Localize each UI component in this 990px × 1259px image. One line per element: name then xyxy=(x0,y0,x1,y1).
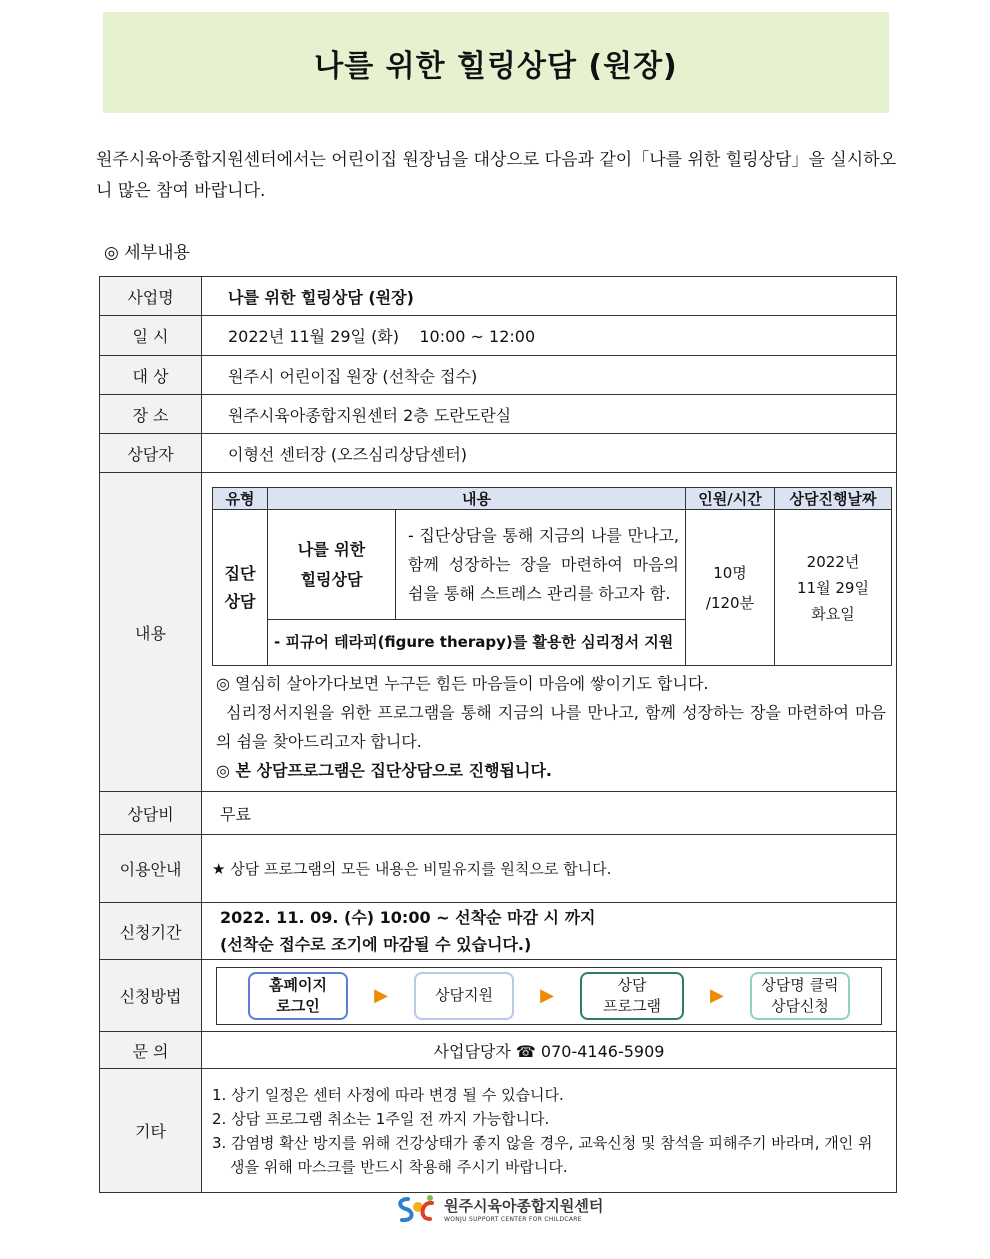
label-target: 대 상 xyxy=(100,356,202,395)
header-date: 상담진행날짜 xyxy=(775,488,892,510)
footer-name-en: WONJU SUPPORT CENTER FOR CHILDCARE xyxy=(444,1216,582,1223)
etc-cell xyxy=(202,1069,897,1193)
footer-name-ko: 원주시육아종합지원센터 xyxy=(444,1197,604,1215)
cell-when: 2022년 11월 29일 화요일 xyxy=(775,510,892,666)
section-title: ◎ 세부내용 xyxy=(104,243,190,263)
value-place: 원주시육아종합지원센터 2층 도란도란실 xyxy=(202,395,897,434)
header-type: 유형 xyxy=(213,488,268,510)
period-line-1: 2022. 11. 09. (수) 10:00 ~ 선착순 마감 시 까지 xyxy=(220,908,596,927)
content-notes xyxy=(202,666,896,791)
label-period: 신청기간 xyxy=(100,903,202,960)
arrow-icon: ▶ xyxy=(710,985,724,1006)
row-place xyxy=(100,395,897,434)
details-table xyxy=(99,276,897,1193)
note-1: ◎ 열심히 살아가다보면 누구든 힘든 마음들이 마음에 쌓이기도 합니다. xyxy=(216,674,709,693)
label-counselor: 상담자 xyxy=(100,434,202,473)
etc-item: 1. 상기 일정은 센터 사정에 따라 변경 될 수 있습니다. xyxy=(212,1085,564,1104)
label-guide: 이용안내 xyxy=(100,835,202,903)
inner-header-row xyxy=(213,488,892,510)
label-fee: 상담비 xyxy=(100,792,202,835)
footer-logo xyxy=(394,1193,603,1225)
value-guide: ★ 상담 프로그램의 모든 내용은 비밀유지를 원칙으로 합니다. xyxy=(202,835,897,903)
etc-item: 2. 상담 프로그램 취소는 1주일 전 까지 가능합니다. xyxy=(212,1109,550,1128)
row-contact xyxy=(100,1032,897,1069)
apply-steps xyxy=(216,967,882,1025)
inner-row-main xyxy=(213,510,892,620)
label-program: 사업명 xyxy=(100,277,202,316)
label-contact: 문 의 xyxy=(100,1032,202,1069)
cell-sub: - 피규어 테라피(figure therapy)를 활용한 심리정서 지원 xyxy=(268,620,686,666)
title-banner xyxy=(103,12,889,113)
step-counsel-support: 상담지원 xyxy=(414,972,514,1020)
row-program xyxy=(100,277,897,316)
header-people: 인원/시간 xyxy=(686,488,775,510)
value-fee: 무료 xyxy=(202,792,897,835)
row-etc xyxy=(100,1069,897,1193)
row-period xyxy=(100,903,897,960)
value-program: 나를 위한 힐링상담 (원장) xyxy=(202,277,897,316)
row-content xyxy=(100,473,897,792)
value-counselor: 이형선 센터장 (오즈심리상담센터) xyxy=(202,434,897,473)
etc-item: 3. 감염병 확산 방지를 위해 건강상태가 좋지 않을 경우, 교육신청 및 참석을 피해주기 바라며, 개인 위생을 위해 마스크를 반드시 착용해 주시기 바랍니다. xyxy=(212,1133,873,1176)
cell-desc: - 집단상담을 통해 지금의 나를 만나고, 함께 성장하는 장을 마련하여 마음의 쉼을 통해 스트레스 관리를 하고자 함. xyxy=(396,510,686,620)
cell-type: 집단 상담 xyxy=(213,510,268,666)
value-target: 원주시 어린이집 원장 (선착순 접수) xyxy=(202,356,897,395)
row-fee xyxy=(100,792,897,835)
step-counsel-program: 상담 프로그램 xyxy=(580,972,684,1020)
row-target xyxy=(100,356,897,395)
center-logo-icon xyxy=(394,1193,438,1225)
note-3: ◎ 본 상담프로그램은 집단상담으로 진행됩니다. xyxy=(216,761,552,780)
row-counselor xyxy=(100,434,897,473)
label-etc: 기타 xyxy=(100,1069,202,1193)
row-date xyxy=(100,316,897,356)
label-place: 장 소 xyxy=(100,395,202,434)
value-contact: 사업담당자 ☎ 070-4146-5909 xyxy=(202,1032,897,1069)
intro-text: 원주시육아종합지원센터에서는 어린이집 원장님을 대상으로 다음과 같이「나를 위한 힐링상담」을 실시하오니 많은 참여 바랍니다. xyxy=(96,150,896,201)
period-line-2: (선착순 접수로 조기에 마감될 수 있습니다.) xyxy=(220,935,532,954)
row-guide xyxy=(100,835,897,903)
content-inner-table xyxy=(212,487,892,666)
label-method: 신청방법 xyxy=(100,960,202,1032)
arrow-icon: ▶ xyxy=(374,985,388,1006)
page-title: 나를 위한 힐링상담 (원장) xyxy=(314,48,678,84)
method-cell xyxy=(202,960,897,1032)
etc-list xyxy=(202,1075,896,1187)
value-date: 2022년 11월 29일 (화) 10:00 ~ 12:00 xyxy=(202,316,897,356)
label-date: 일 시 xyxy=(100,316,202,356)
arrow-icon: ▶ xyxy=(540,985,554,1006)
row-method xyxy=(100,960,897,1032)
label-content: 내용 xyxy=(100,473,202,792)
content-cell xyxy=(202,473,897,792)
step-homepage-login: 홈페이지 로그인 xyxy=(248,972,348,1020)
cell-name: 나를 위한 힐링상담 xyxy=(268,510,396,620)
cell-people: 10명 /120분 xyxy=(686,510,775,666)
note-2: 심리정서지원을 위한 프로그램을 통해 지금의 나를 만나고, 함께 성장하는 장을 마련하여 마음의 쉼을 찾아드리고자 합니다. xyxy=(216,703,886,751)
step-click-apply: 상담명 클릭 상담신청 xyxy=(750,972,850,1020)
header-content: 내용 xyxy=(268,488,686,510)
value-period xyxy=(202,903,897,960)
